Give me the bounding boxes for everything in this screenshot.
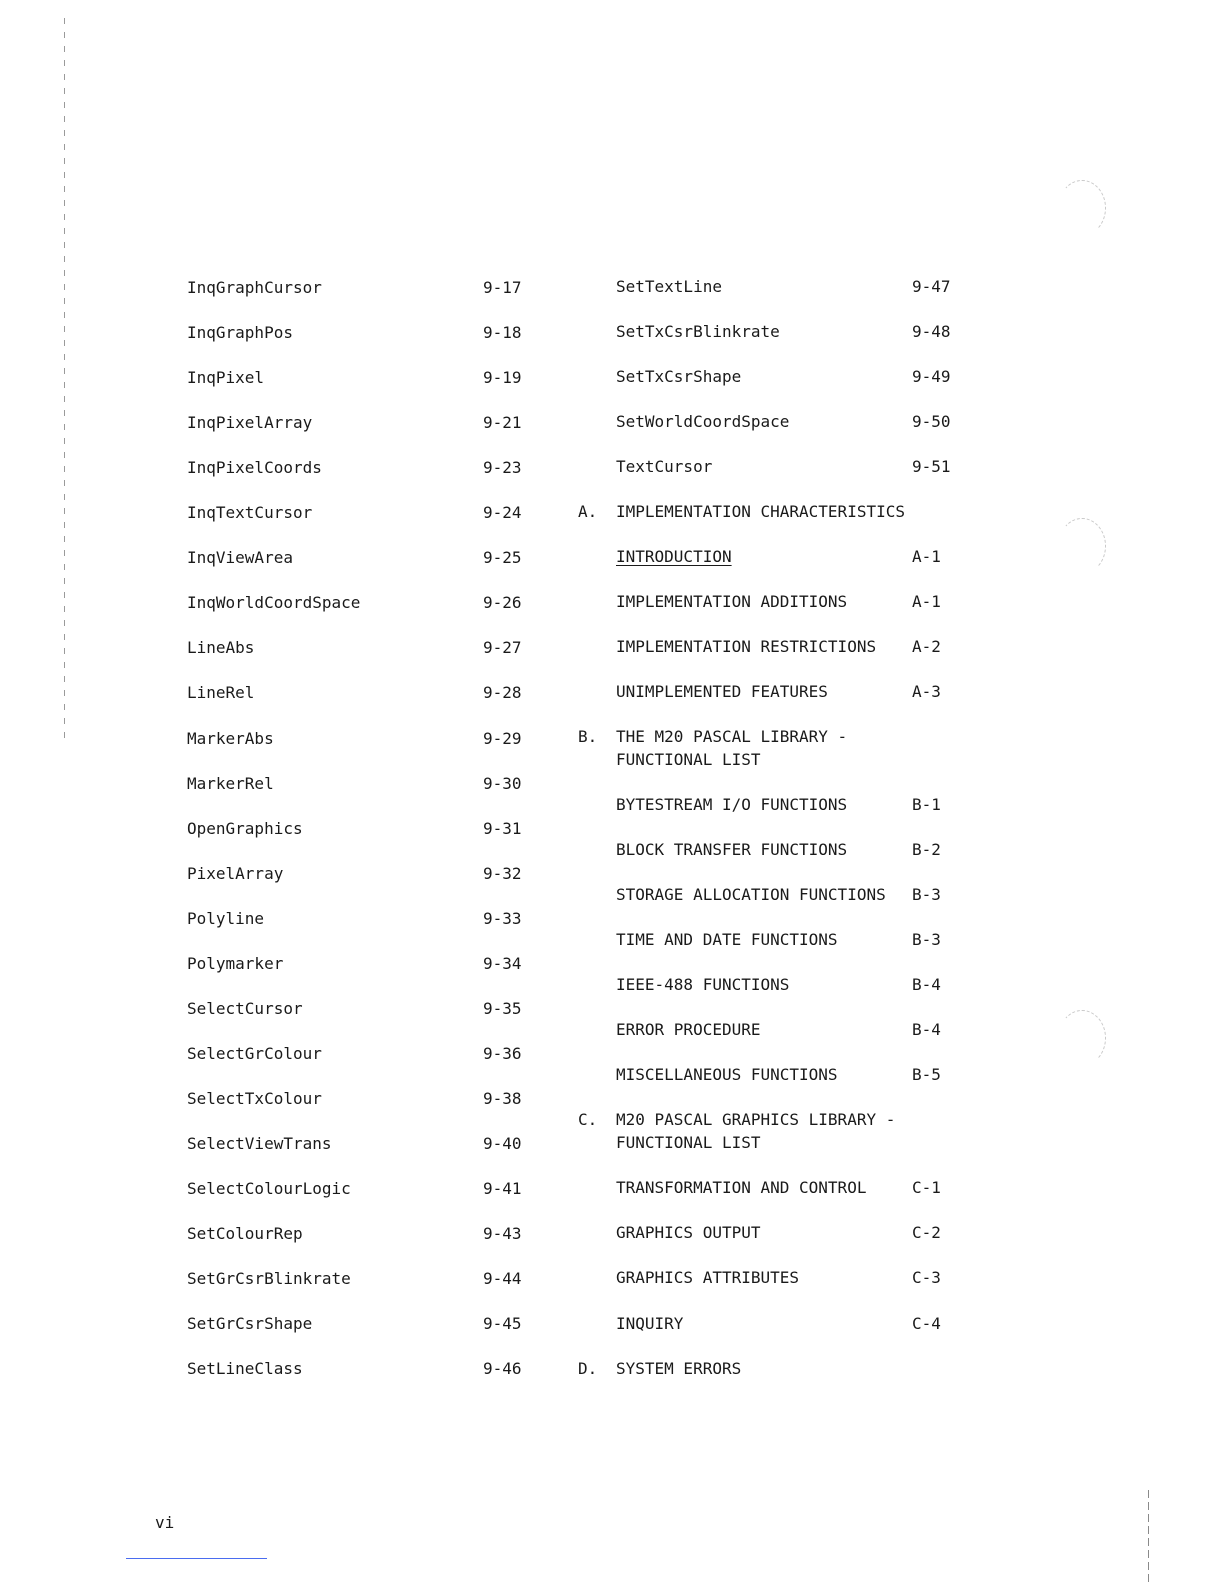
toc-entry-page: 9-24	[483, 503, 522, 522]
toc-entry-name: InqPixel	[187, 368, 265, 387]
toc-entry-name: SelectColourLogic	[187, 1179, 351, 1198]
toc-entry-page: 9-25	[483, 548, 522, 567]
toc-entry-name: SelectTxColour	[187, 1089, 322, 1108]
toc-entry-page: C-1	[912, 1178, 941, 1197]
toc-entry-page: 9-17	[483, 278, 522, 297]
toc-entry-page: B-3	[912, 930, 941, 949]
toc-entry-name: PixelArray	[187, 864, 284, 883]
toc-entry-name: INQUIRY	[616, 1314, 684, 1333]
toc-entry-page: 9-28	[483, 683, 522, 702]
toc-entry-name: GRAPHICS OUTPUT	[616, 1223, 761, 1242]
toc-entry-name: InqPixelCoords	[187, 458, 322, 477]
toc-entry-name: SetGrCsrShape	[187, 1314, 313, 1333]
toc-entry-name: BYTESTREAM I/O FUNCTIONS	[616, 795, 848, 814]
toc-entry-page: A-3	[912, 682, 941, 701]
toc-entry-page: 9-45	[483, 1314, 522, 1333]
toc-appendix-title: THE M20 PASCAL LIBRARY -	[616, 727, 848, 746]
toc-entry-name: BLOCK TRANSFER FUNCTIONS	[616, 840, 848, 859]
toc-entry-name: FUNCTIONAL LIST	[616, 1133, 761, 1152]
toc-entry-name: IEEE-488 FUNCTIONS	[616, 975, 790, 994]
toc-entry-name: InqGraphPos	[187, 323, 293, 342]
toc-entry-page: C-2	[912, 1223, 941, 1242]
toc-entry-page: 9-44	[483, 1269, 522, 1288]
toc-entry-page: B-4	[912, 1020, 941, 1039]
toc-entry-page: 9-18	[483, 323, 522, 342]
punch-hole-top	[1058, 180, 1106, 236]
scan-margin-line-right	[1148, 1490, 1149, 1584]
toc-entry-page: 9-32	[483, 864, 522, 883]
toc-entry-page: 9-38	[483, 1089, 522, 1108]
toc-entry-name: LineRel	[187, 683, 255, 702]
toc-entry-name: SetTxCsrShape	[616, 367, 742, 386]
toc-entry-page: 9-27	[483, 638, 522, 657]
toc-entry-name: InqPixelArray	[187, 413, 313, 432]
toc-entry-page: 9-21	[483, 413, 522, 432]
toc-entry-name: InqWorldCoordSpace	[187, 593, 361, 612]
toc-entry-page: 9-47	[912, 277, 951, 296]
toc-entry-name: InqViewArea	[187, 548, 293, 567]
toc-entry-page: B-2	[912, 840, 941, 859]
toc-entry-name: Polymarker	[187, 954, 284, 973]
toc-entry-name: SelectViewTrans	[187, 1134, 332, 1153]
toc-entry-page: 9-34	[483, 954, 522, 973]
toc-entry-name: InqTextCursor	[187, 503, 313, 522]
toc-entry-name: SetTextLine	[616, 277, 722, 296]
toc-entry-page: 9-23	[483, 458, 522, 477]
toc-entry-page: A-1	[912, 592, 941, 611]
toc-entry-page: 9-33	[483, 909, 522, 928]
toc-entry-name: SetWorldCoordSpace	[616, 412, 790, 431]
toc-entry-name: SetColourRep	[187, 1224, 303, 1243]
punch-hole-bottom	[1058, 1010, 1106, 1066]
toc-entry-page: 9-19	[483, 368, 522, 387]
toc-entry-name: SelectCursor	[187, 999, 303, 1018]
toc-entry-page: 9-43	[483, 1224, 522, 1243]
toc-appendix-letter: D.	[578, 1359, 598, 1378]
toc-appendix-title: M20 PASCAL GRAPHICS LIBRARY -	[616, 1110, 896, 1129]
toc-entry-page: 9-50	[912, 412, 951, 431]
toc-entry-page: 9-36	[483, 1044, 522, 1063]
toc-entry-page: A-1	[912, 547, 941, 566]
toc-entry-name: SelectGrColour	[187, 1044, 322, 1063]
toc-entry-name: SetGrCsrBlinkrate	[187, 1269, 351, 1288]
toc-appendix-title: SYSTEM ERRORS	[616, 1359, 742, 1378]
toc-entry-page: 9-35	[483, 999, 522, 1018]
toc-entry-page: 9-40	[483, 1134, 522, 1153]
toc-entry-page: B-5	[912, 1065, 941, 1084]
toc-entry-name: IMPLEMENTATION ADDITIONS	[616, 592, 848, 611]
toc-entry-name: MISCELLANEOUS FUNCTIONS	[616, 1065, 838, 1084]
toc-entry-name: SetLineClass	[187, 1359, 303, 1378]
toc-entry-name: IMPLEMENTATION RESTRICTIONS	[616, 637, 877, 656]
toc-entry-name: FUNCTIONAL LIST	[616, 750, 761, 769]
toc-entry-name: INTRODUCTION	[616, 547, 732, 566]
toc-entry-page: B-4	[912, 975, 941, 994]
toc-entry-name: MarkerRel	[187, 774, 274, 793]
toc-entry-page: 9-26	[483, 593, 522, 612]
toc-entry-name: InqGraphCursor	[187, 278, 322, 297]
toc-entry-name: ERROR PROCEDURE	[616, 1020, 761, 1039]
toc-entry-page: C-3	[912, 1268, 941, 1287]
toc-entry-name: TRANSFORMATION AND CONTROL	[616, 1178, 867, 1197]
toc-entry-name: SetTxCsrBlinkrate	[616, 322, 780, 341]
toc-entry-page: 9-46	[483, 1359, 522, 1378]
toc-entry-name: TextCursor	[616, 457, 713, 476]
toc-appendix-letter: C.	[578, 1110, 598, 1129]
scan-margin-line	[64, 18, 65, 738]
toc-entry-page: 9-51	[912, 457, 951, 476]
toc-entry-name: LineAbs	[187, 638, 255, 657]
toc-entry-name: OpenGraphics	[187, 819, 303, 838]
toc-entry-page: 9-31	[483, 819, 522, 838]
toc-entry-name: Polyline	[187, 909, 265, 928]
punch-hole-middle	[1058, 518, 1106, 574]
toc-appendix-letter: B.	[578, 727, 598, 746]
toc-entry-name: GRAPHICS ATTRIBUTES	[616, 1268, 800, 1287]
toc-entry-name: MarkerAbs	[187, 729, 274, 748]
toc-entry-name: UNIMPLEMENTED FEATURES	[616, 682, 828, 701]
toc-entry-page: 9-48	[912, 322, 951, 341]
toc-entry-page: 9-41	[483, 1179, 522, 1198]
toc-entry-page: C-4	[912, 1314, 941, 1333]
toc-entry-page: 9-30	[483, 774, 522, 793]
toc-entry-page: B-3	[912, 885, 941, 904]
toc-entry-name: TIME AND DATE FUNCTIONS	[616, 930, 838, 949]
page-number: vi	[155, 1513, 175, 1532]
toc-entry-page: 9-29	[483, 729, 522, 748]
toc-entry-page: 9-49	[912, 367, 951, 386]
toc-entry-name: STORAGE ALLOCATION FUNCTIONS	[616, 885, 886, 904]
toc-appendix-letter: A.	[578, 502, 598, 521]
toc-appendix-title: IMPLEMENTATION CHARACTERISTICS	[616, 502, 905, 521]
toc-entry-page: A-2	[912, 637, 941, 656]
footer-rule	[126, 1558, 267, 1559]
toc-entry-page: B-1	[912, 795, 941, 814]
